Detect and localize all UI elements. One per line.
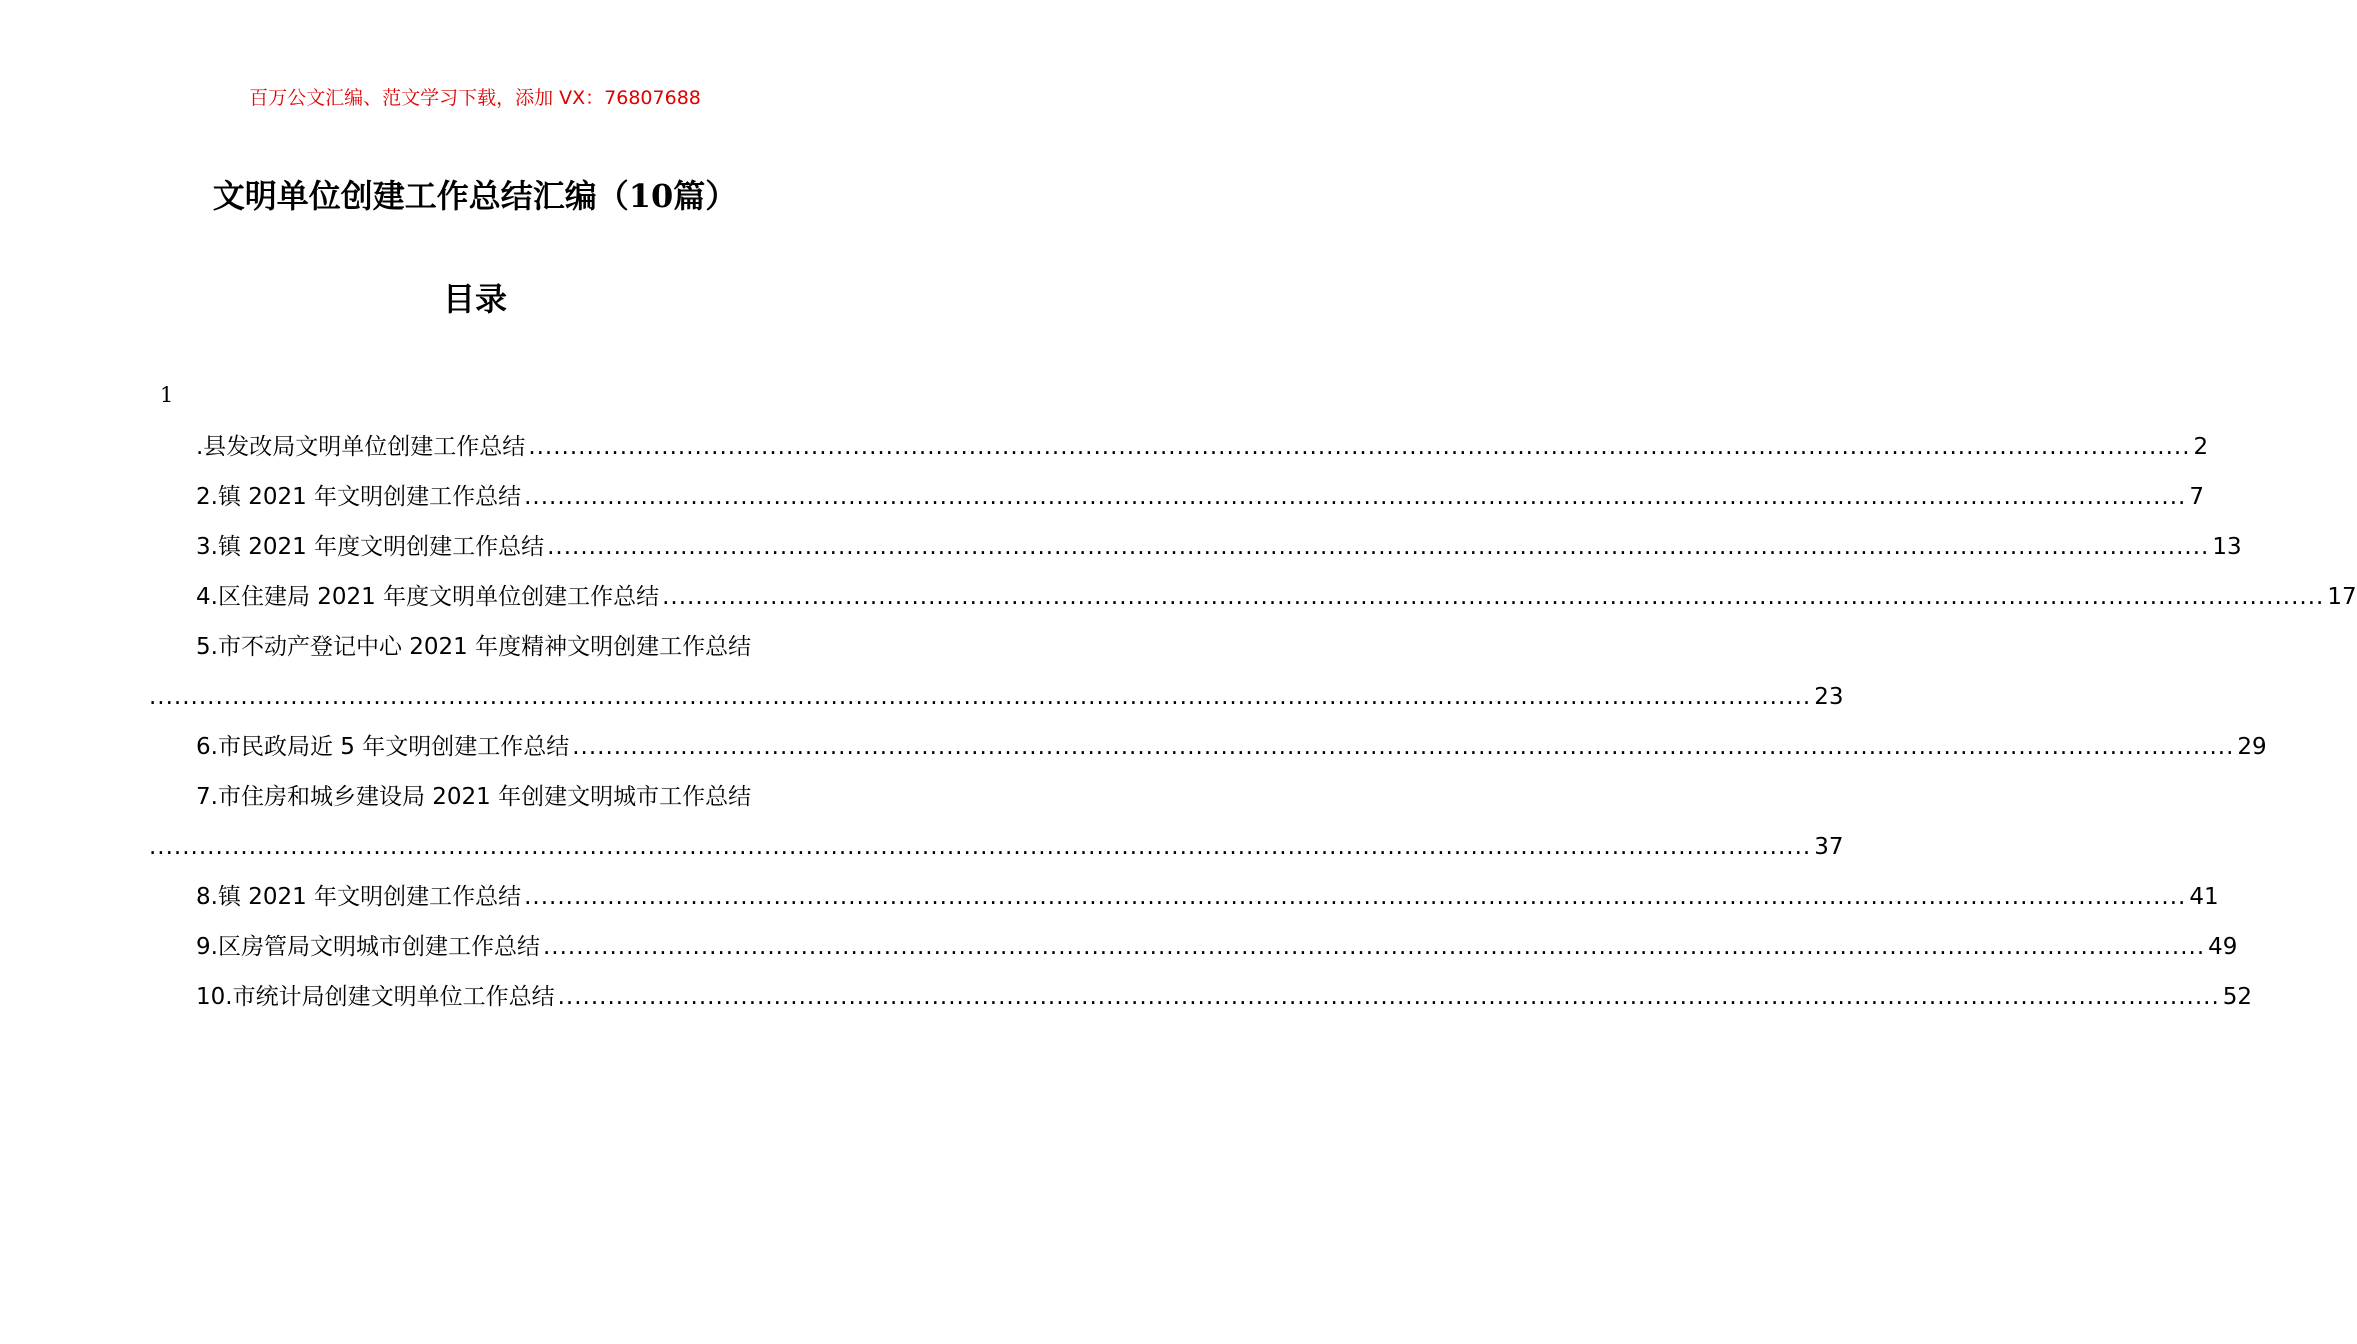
toc-entry[interactable] [146, 522, 2242, 572]
toc-leader-dots: ........................................................................................................................................................................................................ [547, 534, 2210, 560]
toc-leader-dots: ........................................................................................................................................................................................................ [149, 684, 1812, 710]
document-title [0, 172, 950, 220]
toc-entry-title: 8.镇 2021 年文明创建工作总结 [196, 884, 522, 910]
toc-entry-page: 13 [2212, 534, 2242, 560]
toc-entry-page: 17 [2327, 584, 2357, 610]
toc-entry-title: 3.镇 2021 年度文明创建工作总结 [196, 534, 545, 560]
toc-leader-dots: ........................................................................................................................................................................................................ [149, 834, 1812, 860]
toc-entry[interactable] [146, 622, 1844, 722]
toc-leader-dots: ........................................................................................................................................................................................................ [662, 584, 2325, 610]
toc-entry-page: 29 [2237, 734, 2267, 760]
toc-entry-page: 2 [2193, 434, 2209, 460]
toc-entry-title: 7.市住房和城乡建设局 2021 年创建文明城市工作总结 [196, 784, 752, 810]
toc-entry[interactable] [146, 972, 2253, 1022]
toc-entry-title: .县发改局文明单位创建工作总结 [196, 434, 526, 460]
toc-entry[interactable] [146, 922, 2238, 972]
toc-entry-title: 9.区房管局文明城市创建工作总结 [196, 934, 540, 960]
toc-leader-dots: ........................................................................................................................................................................................................ [557, 984, 2220, 1010]
toc-entry-title: 4.区住建局 2021 年度文明单位创建工作总结 [196, 584, 660, 610]
title-suffix: 篇） [673, 177, 738, 215]
toc-entry[interactable] [146, 872, 2219, 922]
toc-leader-dots: ........................................................................................................................................................................................................ [528, 434, 2191, 460]
toc-entry-page: 23 [1814, 684, 1844, 710]
toc-entry-title: 5.市不动产登记中心 2021 年度精神文明创建工作总结 [196, 634, 752, 660]
header-note: 百万公文汇编、范文学习下载，添加 VX：76807688 [249, 87, 701, 109]
toc-heading: 目录 [442, 280, 507, 318]
title-prefix: 文明单位创建工作总结汇编（ [212, 177, 629, 215]
title-number: 10 [628, 177, 674, 215]
toc-leader-dots: ........................................................................................................................................................................................................ [572, 734, 2235, 760]
toc-entry[interactable] [146, 422, 2209, 472]
toc-entry[interactable] [146, 472, 2204, 522]
toc-entry-page: 49 [2208, 934, 2238, 960]
toc-entry-page: 52 [2222, 984, 2253, 1010]
toc-entry-page: 7 [2189, 484, 2204, 510]
toc-leader-dots: ........................................................................................................................................................................................................ [542, 934, 2206, 960]
toc-entry-title: 6.市民政局近 5 年文明创建工作总结 [196, 734, 570, 760]
toc-entry[interactable] [146, 722, 2267, 772]
toc-leader-dots: ........................................................................................................................................................................................................ [524, 484, 2187, 510]
toc-entry-page: 37 [1814, 834, 1844, 860]
toc-entry[interactable] [146, 772, 1844, 872]
toc-entry-title: 10.市统计局创建文明单位工作总结 [196, 984, 555, 1010]
stray-number: 1 [160, 383, 174, 407]
toc-entry-title: 2.镇 2021 年文明创建工作总结 [196, 484, 522, 510]
toc-entry-page: 41 [2189, 884, 2219, 910]
table-of-contents [146, 422, 2357, 1022]
toc-entry[interactable] [146, 572, 2357, 622]
toc-leader-dots: ........................................................................................................................................................................................................ [524, 884, 2187, 910]
